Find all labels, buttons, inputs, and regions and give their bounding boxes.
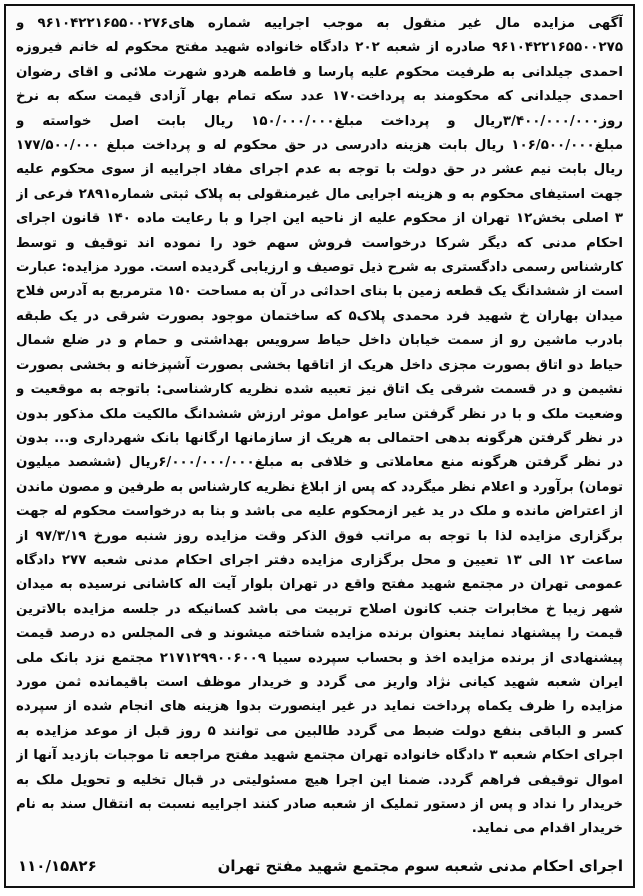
notice-issuer: اجرای احکام مدنی شعبه سوم مجتمع شهید مفتح تهران	[217, 857, 623, 875]
notice-footer	[18, 852, 623, 880]
notice-number: ۱۱۰/۱۵۸۲۶	[18, 857, 97, 875]
auction-notice	[4, 4, 635, 888]
notice-body-text: آگهی مزایده مال غیر منقول به موجب اجراییه شماره های۹۶۱۰۴۲۲۱۶۵۵۰۰۲۷۶ و ۹۶۱۰۴۲۲۱۶۵۵۰۰۲۷۵ صادره از شعبه ۲۰۲ دادگاه خانواده شهید مفتح محکوم له خانم فیروزه احمدی جیلدانی به طرفیت محکوم علیه پارسا و فاطمه هردو شهرت ملائی و اقای رضوان احمدی جیلدانی که محکومند به پرداخت۱۷۰ عدد سکه تمام بهار آزادی قیمت سکه به نرخ روز۳/۴۰۰/۰۰۰/۰۰۰ریال و پرداخت مبلغ۱۵۰/۰۰۰/۰۰۰ ریال بابت اصل خواسته و مبلغ۱۰۶/۵۰۰/۰۰۰ ریال بابت هزینه دادرسی در حق محکوم له و پرداخت مبلغ ۱۷۷/۵۰۰/۰۰۰ ریال بابت نیم عشر در حق دولت با توجه به عدم اجرای مفاد اجراییه از سوی محکوم علیه جهت استیفای محکوم به و هزینه اجرایی مال غیرمنقولی به پلاک ثبتی شماره۲۸۹۱ فرعی از ۳ اصلی بخش۱۲ تهران از محکوم علیه از ناحیه این اجرا و با رعایت ماده ۱۴۰ قانون اجرای احکام مدنی که دیگر شرکا درخواست فروش سهم خود را نموده اند توقیف و توسط کارشناس رسمی دادگستری به شرح ذیل توصیف و ارزیابی گردیده است. مورد مزایده: عبارت است از ششدانگ یک قطعه زمین با بنای احداثی در آن به مساحت ۱۵۰ مترمربع به آدرس فلاح میدان بهاران خ شهید فرد محمدی پلاک۵ که ساختمان موجود بصورت شرقی در یک طبقه بادرب ماشین رو از سمت خیابان داخل حیاط سرویس بهداشتی و حمام و در ضلع شمال حیاط دو اتاق بصورت مجزی داخل هریک از اتاقها بخشی بصورت آشپزخانه و بخشی بصورت نشیمن و در قسمت شرقی یک اتاق نیز تعبیه شده نظریه کارشناسی: باتوجه به موقعیت و وضعیت ملک و با در نظر گرفتن سایر عوامل موثر ارزش ششدانگ مالکیت ملک مذکور بدون در نظر گرفتن هرگونه بدهی احتمالی به هریک از سازمانها ارگانها بانک شهرداری و... بدون در نظر گرفتن هرگونه منع معاملاتی و خلافی به مبلغ۶/۰۰۰/۰۰۰/۰۰۰ریال (ششصد میلیون تومان) برآورد و اعلام نظر میگردد که پس از ابلاغ نظریه کارشناس به طرفین و مصون ماندن از اعتراض مانده و ملک در ید غیر ازمحکوم علیه می باشد و بنا به درخواست محکوم له جهت برگزاری مزایده لذا با توجه به مراتب فوق الذکر وقت مزایده روز شنبه مورخ ۹۷/۳/۱۹ از ساعت ۱۲ الی ۱۳ تعیین و محل برگزاری مزایده دفتر اجرای احکام مدنی شعبه ۲۷۷ دادگاه عمومی تهران در مجتمع شهید مفتح واقع در تهران بلوار آیت اله کاشانی نرسیده به میدان شهر زیبا خ مخابرات جنب کانون اصلاح تربیت می باشد کسانیکه در جلسه مزایده بالاترین قیمت را پیشنهاد نمایند بعنوان برنده مزایده شناخته میشوند و فی المجلس ده درصد قیمت پیشنهادی از برنده مزایده اخذ و بحساب سپرده سیبا ۲۱۷۱۲۹۹۰۰۶۰۰۹ مجتمع نزد بانک ملی ایران شعبه شهید کیانی نژاد واریز می گردد و خریدار موظف است باقیمانده ثمن مورد مزایده را ظرف یکماه پرداخت نماید در غیر اینصورت بدوا هزینه های انجام شده از سپرده کسر و الباقی بنفع دولت ضبط می گردد طالبین می توانند ۵ روز قبل از موعد مزایده به اجرای احکام شعبه ۳ دادگاه خانواده تهران مجتمع شهید مفتح مراجعه تا موجبات بازدید آنها از اموال توقیفی فراهم گردد. ضمنا این اجرا هیچ مسئولیتی در قبال تخلیه و تحویل ملک به خریدار را نداد و پس از دستور تملیک از شعبه صادر کنند اجراییه نسبت به انتقال سند به نام خریدار اقدام می نماید.	[16, 16, 623, 837]
